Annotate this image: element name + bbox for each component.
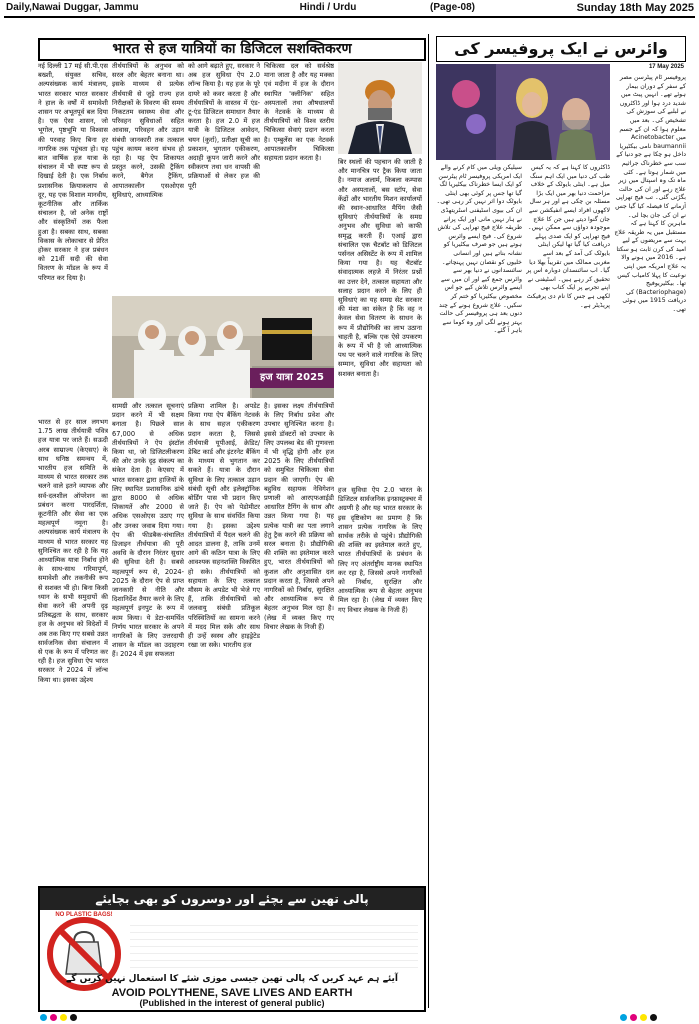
urdu-column-left: سیلیکن ویلی میں کام کرنے والے ایک امریکی پروفیسر ٹام پیٹرسن کو ایک ایسا خطرناک بیکٹیریا لگ گیا تھا جس پر کوئی بھی اینٹی بایوٹک دوا اثر نہیں کر رہی تھی۔ ان کی بیوی اسٹیفنی اسٹریتھڈی نے ہار نہیں مانی اور ایک پرانے طریقہ علاج فیج تھراپی کی تلاش شروع کی۔ فیج ایسے وائرس ہوتے ہیں جو صرف بیکٹیریا کو نشانہ بناتے ہیں اور انسانی خلیوں کو نقصان نہیں پہنچاتے۔ سائنسدانوں نے دنیا بھر سے وائرس جمع کیے اور ان میں سے ایسے وائرس تلاش کیے جو اس مخصوص بیکٹیریا کو ختم کر سکیں۔ علاج شروع ہونے کے چند دنوں بعد ہی پروفیسر کی حالت بہتر ہونے لگی اور وہ کوما سے باہر آ گئے۔	[436, 164, 522, 335]
hajj-photo-caption: हज यात्रा 2025	[250, 368, 334, 388]
no-plastic-sign-text: NO PLASTIC BAGS!	[55, 912, 113, 918]
header-rule	[4, 16, 695, 18]
urdu-article-title: وائرس نے ایک پروفیسر کی	[436, 36, 686, 62]
hindi-column-2: तीर्थयात्रियों के अनुभव को सरल और बेहतर बनाना था। इसके माध्यम से प्रत्येक तीर्थयात्री से जुड़े राज्य हज निरीक्षकों के विवरण की समय निकटतम स्वास्थ्य सेवा और परिवहन सुविधाओं सहित आवास, परिवहन और उड़ान संबंधी जानकारी तक तत्काल पहुंच कायम करना संभव हो रहा है। यह ऐप शिकायत प्रस्तुत करने, उसकी ट्रैकिंग करने, बैगेज ट्रैकिंग, आपातकालीन एसओएस सुविधाएं, आध्यात्मिक	[112, 62, 184, 199]
page-number: (Page-08)	[430, 2, 476, 13]
urdu-column-middle: ڈاکٹروں کا کہنا ہے کہ یہ کیس طب کی دنیا میں ایک اہم سنگ میل ہے۔ اینٹی بایوٹک کے خلاف مزاحمت دنیا بھر میں ایک بڑا مسئلہ بن چکی ہے اور ہر سال لاکھوں افراد ایسے انفیکشن سے جان گنوا دیتے ہیں جن کا علاج موجودہ دواؤں سے ممکن نہیں۔ فیج تھراپی کو ایک صدی پہلے دریافت کیا گیا تھا لیکن اینٹی بایوٹک کی آمد کے بعد اسے مغربی ممالک میں تقریباً بھلا دیا گیا۔ اب سائنسدان دوبارہ اس پر تحقیق کر رہے ہیں۔ اسٹیفنی نے اپنے تجربے پر ایک کتاب بھی لکھی ہے جس کا نام دی پرفیکٹ پریڈیٹر ہے۔	[526, 164, 610, 309]
issue-date: Sunday 18th May 2025	[576, 2, 694, 14]
banner-slogan: AVOID POLYTHENE, SAVE LIVES AND EARTH	[111, 987, 353, 999]
section-divider	[428, 34, 429, 1008]
hindi-column-1: नई दिल्ली 17 मई सी.पी.एस बख्शी, संयुक्त सचिव, अल्पसंख्यक कार्य मंत्रालय, भारत सरकार भारत सरकार ने हाल के वर्षों में समावेशी शासन पर अभूतपूर्व बल दिया है। एक ऐसा शासन, जो भूगोल, पृष्ठभूमि या विश्वास की परवाह किए बिना हर नागरिक तक पहुंचता हो। यह बात वार्षिक हज यात्रा के संचालन में भी स्पष्ट रूप से दिखाई देती है। एक निर्बाध प्रशासनिक क्रियाकलाप से दूर, यह एक विशाल मानवीय, कूटनीतिक और तार्किक संचालन है, जो अनेक राष्ट्रों और संस्कृतियों तक फैला हुआ है। सबका साथ, सबका विकास के लोकाचार से प्रेरित होकर सरकार ने हज प्रबंधन को 21वीं सदी की सेवा वितरण के मॉडल के रूप में परिणत कर दिया है।	[38, 62, 108, 282]
banner-pledge: آیئے ہم عہد کریں کہ پالی تھین جیسی موزی شئے کا استعمال نہیں کریں گے	[65, 974, 399, 984]
masthead-language: Hindi / Urdu	[299, 2, 357, 13]
masthead-left: Daily,Nawai Duggar, Jammu	[6, 2, 139, 13]
hindi-column-5: बिर स्थलों की पहचान की जाती है और मानचित्र पर ट्रैक किया जाता है। नमाज अलार्म, किबला कम्पास और अस्पतालों, बस स्टॉप, सेवा केंद्रों और भारतीय मिशन कार्यालयों की स्थान-आधारित मैपिंग जैसी सुविधाएं तीर्थयात्रियों के समग्र अनुभव और सुविधा को काफी समृद्ध करती हैं। एआई द्वारा संचालित एक चैटबॉट को डिजिटल पर्सनल असिस्टेंट के रूप में शामिल किया गया है। यह चैटबॉट संवादात्मक लहजे में निरंतर प्रश्नों का उत्तर देने, तत्काल सहायता और सलाह प्रदान करने के लिए ही सुविधाएं का यह समग्र सेट सरकार की मंशा का संकेत है कि वह न केवल सेवा वितरण के साधन के रूप में प्रौद्योगिकी का लाभ उठाना चाहती है, बल्कि एक ऐसे उपकरण के रूप में भी है जो आध्यात्मिक पथ पर चलने वाले नागरिक के लिए सम्मान, सुविधा और सहायता को सशक्त बनाता है।	[338, 158, 422, 378]
hindi-article-title: भारत से हज यात्रियों का डिजिटल सशक्तिकरण	[38, 38, 426, 61]
hindi-lower-column-2: सामग्री और तत्काल सूचनाएं प्रदान करने में भी सक्षम बनाता है। पिछले साल 67,000 से अधिक तीर्थयात्रियों ने ऐप इंस्टॉल किया था, जो डिजिटलीकरण की ओर उनके दृढ़ संकल्प का संकेत देता है। केएसए में भारत सरकार द्वारा हाजियों के लिए स्थापित प्रशासनिक ढांचे द्वारा 8000 से अधिक शिकायतें और 2000 से अधिक एसओएस उठाए गए और उनका जवाब दिया गया। ऐप की फीडबैक-संचालित डिजाइन तीर्थयात्रा की पूरी अवधि के दौरान निरंतर सुधार की सुविधा देती है। सबसे महत्वपूर्ण रूप से, 2024-2025 के दौरान ऐप से प्राप्त जानकारी से नीति और दिशानिर्देश तैयार करने के लिए महत्वपूर्ण इनपुट के रूप में काम किया। ये डेटा-समर्थित निर्णय भारत सरकार के अपने नागरिकों के लिए उत्तरदायी शासन के मॉडल का उदाहरण हैं। 2024 में इस सफलता	[112, 402, 184, 659]
couple-photo	[436, 64, 610, 160]
hindi-column-3: को आगे बढ़ाते हुए, सरकार ने अब हज सुविधा ऐप 2.0 लॉन्च किया है। यह हज के पूरे दायरे को कवर करता है और तीर्थयात्रियों के वास्तव में एंड-टू-एंड डिजिटल समाधान तैयार करता है। हज 2.0 में हज यात्री के डिजिटल आवेदन, चयन (कुर्रा), प्रतीक्षा सूची का प्रकाशन, भुगतान एकीकरण, अदाही कूपन जारी करने और स्वीकरण तथा धन वापसी की प्रक्रियाओं से लेकर हज की पूरी	[188, 62, 260, 190]
urdu-dateline: 17 May 2025	[648, 64, 684, 70]
banner-title: پالی تھین سے بچئے اور دوسروں کو بھی بچایئے	[40, 888, 424, 910]
author-portrait	[338, 62, 422, 154]
hindi-lower-column-3: प्रक्रिया शामिल है। अपडेट किया गया ऐप बैंकिंग नेटवर्क के साथ सहज एकीकरण प्रदान करता है, जिससे तीर्थयात्री यूपीआई, क्रेडिट/डेबिट कार्ड और इंटरनेट बैंकिंग के माध्यम से भुगतान कर सकते हैं। यात्रा के दौरान सुविधा के लिए तत्काल उड़ान संबंधी सूची और इलेक्ट्रॉनिक बोर्डिंग पास भी प्रदान किए जाते हैं। ऐप को पेडोमीटर सुविधा के साथ संवर्धित किया गया है। इसका उद्देश्य तीर्थयात्रियों में पैदल चलने की आदत डालना है, ताकि उनमें आगे की कठिन यात्रा के लिए आवश्यक सहनशक्ति विकसित हो सके। तीर्थयात्रियों को सहायता के लिए तत्काल मौसम के अपडेट भी भेजे गए हैं, ताकि तीर्थयात्रियों को जलवायु संबंधी प्रतिकूल परिस्थितियों का सामना करने में मदद मिल सके और साथ ही उन्हें स्वस्थ और हाइड्रेटेड रखा जा सके। भारतीय हज	[188, 402, 260, 650]
public-notice-banner	[38, 886, 426, 1012]
banner-published-note: (Published in the interest of general public)	[139, 998, 325, 1008]
print-registration-strip	[0, 1012, 699, 1024]
hindi-lower-column-5: हज सुविधा ऐप 2.0 भारत के डिजिटल सार्वजनिक इन्फ्रास्ट्रक्चर में अग्रणी है और यह भारत सरकार के इस दृष्टिकोण का प्रमाण है कि शासन प्रत्येक नागरिक के लिए सार्थक तरीके से पहुंचे। प्रौद्योगिकी की शक्ति का इस्तेमाल करते हुए, भारत तीर्थयात्रियों के प्रबंधन के लिए नए अंतर्राष्ट्रीय मानक स्थापित कर रहा है, जिससे अपने नागरिकों को निर्बाध, सुरक्षित और आध्यात्मिक रूप से बेहतर अनुभव मिल रहा है। (लेख में व्यक्त किए गए विचार लेखक के निजी हैं)	[338, 486, 422, 614]
hindi-lower-column-1: भारत से हर साल लगभग 1.75 लाख तीर्थयात्री पवित्र हज यात्रा पर जाते हैं। सऊदी अरब साम्राज्य (केएसए) के साथ घनिष्ठ समन्वय में, भारतीय हज समिति के माध्यम से भारत सरकार तक चलने वाले इतने व्यापक और सर्व-दलशील ऑपरेशन का प्रबंधन करना पारदर्शिता, कूटनीति और सेवा का एक महत्वपूर्ण नमूना है। अल्पसंख्यक कार्य मंत्रालय के माध्यम से भारत सरकार यह सुनिश्चित कर रही है कि यह आध्यात्मिक यात्रा निर्बाध होने के साथ-साथ गरिमापूर्ण, समावेशी और तकनीकी रूप से सशक्त भी हो। बिना किसी ध्यान के सभी समुदायों की सेवा करने की अपनी दृढ़ प्रतिबद्धता के साथ, सरकार हज के अनुभव को विदेशों में अब तक किए गए सबसे उन्नत सार्वजनिक सेवा संचालन में से एक के रूप में परिणत कर रही है। हज सुविधा ऐप भारत सरकार ने 2024 में लॉन्च किया था। इसका उद्देश्य	[38, 418, 108, 684]
banner-illustration-text	[130, 924, 418, 974]
hindi-lower-column-4: है। इसका लक्ष्य तीर्थयात्रियों के लिए निर्बाध प्रवेश और उपचार सुनिश्चित करना है। इससे डॉक्टरों को उपचार के लिए उपलब्ध बेड की गुणवत्ता में भी वृद्धि होगी और हज 2025 के लिए तीर्थयात्रियों को समुचित चिकित्सा सेवा प्रदान की जाएगी। ऐप की बहुविध सहायक नेविगेशन प्रणाली को आरएफआईडी आधारित टैगिंग के साथ और उन्नत किया गया है। यह प्रत्येक यात्री का पता लगाने हेतु ट्रैक करने की प्रक्रिया को सरल बनाता है। प्रौद्योगिकी की शक्ति का इस्तेमाल करते हुए, भारत तीर्थयात्रियों को कुशल और अनुशासित दल प्रदान करता है, जिससे अपने नागरिकों को निर्बाध, सुरक्षित और आध्यात्मिक रूप से बेहतर अनुभव मिल रहा है। (लेख में व्यक्त किए गए विचार लेखक के निजी हैं)	[264, 402, 334, 631]
hindi-column-4: चिकित्सा दल को सर्वश्रेष्ठ माना जाता है और यह मक्का एवं मदीना में हज के दौरान स्थापित 'क्लीनिक' सहित अस्पतालों तथा औषधालयों के नेटवर्क के माध्यम से तीर्थयात्रियों को विश्व स्तरीय चिकित्सा सेवाएं प्रदान करता है। एम्बुलेंस का एक नेटवर्क आपातकालीन चिकित्सा सहायता प्रदान करता है।	[264, 62, 334, 163]
urdu-column-right: پروفیسر ٹام پیٹرسن مصر کے سفر کے دوران بیمار ہوئے تھے۔ انہیں پیٹ میں شدید درد ہوا اور ڈاکٹروں نے لبلبے کی سوزش کی تشخیص کی۔ بعد میں معلوم ہوا کہ ان کے جسم میں Acinetobacter baumannii نامی بیکٹیریا داخل ہو چکا ہے جو دنیا کے سب سے خطرناک جراثیم میں شمار ہوتا ہے۔ کئی ماہ تک وہ اسپتال میں زیر علاج رہے اور ان کی حالت بگڑتی گئی۔ تب فیج تھراپی آزمانے کا فیصلہ کیا گیا جس نے ان کی جان بچا لی۔ ماہرین کا کہنا ہے کہ مستقبل میں یہ طریقہ علاج بہت سے مریضوں کے لیے امید کی کرن ثابت ہو سکتا ہے۔ 2016 میں ہونے والا یہ علاج امریکہ میں اپنی نوعیت کا پہلا کامیاب کیس تھا۔ بیکٹیریوفیج (Bacteriophage) کی دریافت 1915 میں ہوئی تھی۔	[614, 74, 686, 314]
